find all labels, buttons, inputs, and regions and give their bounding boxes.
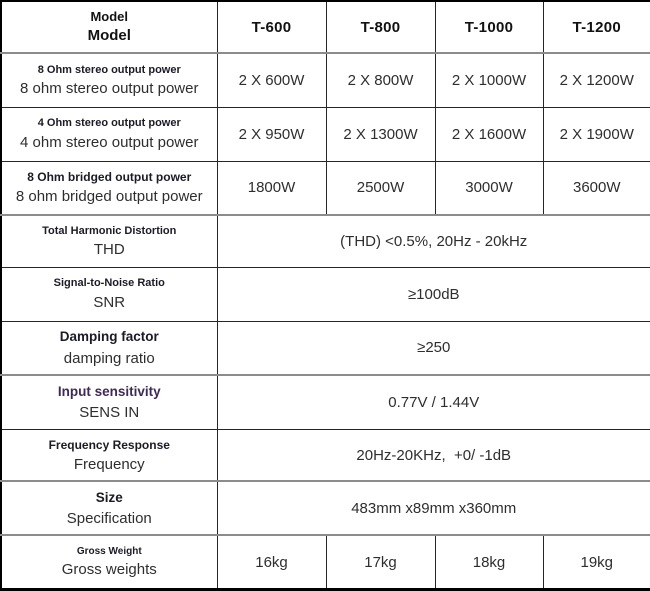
row-label-cell bbox=[1, 535, 217, 589]
value-cell: 2 X 1600W bbox=[435, 107, 543, 161]
value-cell: 19kg bbox=[543, 535, 650, 589]
value-cell-span: ≥100dB bbox=[217, 267, 650, 321]
row-label-primary: Total Harmonic Distortion bbox=[42, 224, 177, 237]
table-row-input-sensitivity bbox=[1, 375, 650, 429]
table-row-size bbox=[1, 481, 650, 535]
value-cell: 2500W bbox=[326, 161, 435, 215]
row-label-primary: Signal-to-Noise Ratio bbox=[53, 277, 165, 290]
value-cell: 2 X 800W bbox=[326, 53, 435, 107]
value-cell: 2 X 1200W bbox=[543, 53, 650, 107]
row-label-cell bbox=[1, 429, 217, 481]
row-label-cell bbox=[1, 53, 217, 107]
row-label-secondary: Specification bbox=[66, 509, 152, 527]
table-row-thd bbox=[1, 215, 650, 267]
row-label-secondary: 4 ohm stereo output power bbox=[20, 133, 199, 151]
row-label-primary: Input sensitivity bbox=[57, 383, 161, 399]
column-header-t1000: T-1000 bbox=[435, 1, 543, 53]
model-label-secondary: Model bbox=[87, 26, 131, 44]
value-cell-span: ≥250 bbox=[217, 321, 650, 375]
value-cell: 2 X 1900W bbox=[543, 107, 650, 161]
table-row-4ohm-stereo bbox=[1, 107, 650, 161]
value-cell: 3000W bbox=[435, 161, 543, 215]
row-label-cell bbox=[1, 215, 217, 267]
value-cell-span: 0.77V / 1.44V bbox=[217, 375, 650, 429]
value-cell-span: (THD) <0.5%, 20Hz - 20kHz bbox=[217, 215, 650, 267]
row-label-cell bbox=[1, 375, 217, 429]
row-label-primary: Size bbox=[95, 489, 123, 505]
value-cell-span: 483mm x89mm x360mm bbox=[217, 481, 650, 535]
column-header-t600: T-600 bbox=[217, 1, 326, 53]
value-cell: 18kg bbox=[435, 535, 543, 589]
value-cell: 2 X 600W bbox=[217, 53, 326, 107]
row-label-primary: Gross Weight bbox=[76, 546, 142, 558]
value-cell: 16kg bbox=[217, 535, 326, 589]
value-cell: 17kg bbox=[326, 535, 435, 589]
table-row-snr bbox=[1, 267, 650, 321]
value-cell: 1800W bbox=[217, 161, 326, 215]
model-header-cell bbox=[1, 1, 217, 53]
model-label-primary: Model bbox=[90, 9, 129, 25]
table-row-frequency bbox=[1, 429, 650, 481]
row-label-secondary: SNR bbox=[93, 293, 126, 311]
row-label-secondary: Gross weights bbox=[61, 561, 157, 579]
row-label-cell bbox=[1, 107, 217, 161]
row-label-primary: Frequency Response bbox=[48, 437, 170, 452]
row-label-primary: 8 Ohm bridged output power bbox=[27, 170, 192, 185]
table-row-damping bbox=[1, 321, 650, 375]
header-row bbox=[1, 1, 650, 53]
row-label-cell bbox=[1, 481, 217, 535]
table-row-8ohm-stereo bbox=[1, 53, 650, 107]
row-label-secondary: THD bbox=[93, 241, 125, 259]
row-label-cell bbox=[1, 161, 217, 215]
column-header-t1200: T-1200 bbox=[543, 1, 650, 53]
row-label-secondary: damping ratio bbox=[63, 349, 155, 367]
row-label-secondary: 8 ohm bridged output power bbox=[15, 188, 203, 206]
row-label-primary: Damping factor bbox=[59, 329, 159, 345]
value-cell-span: 20Hz-20KHz, +0/ -1dB bbox=[217, 429, 650, 481]
column-header-t800: T-800 bbox=[326, 1, 435, 53]
value-cell: 2 X 950W bbox=[217, 107, 326, 161]
row-label-primary: 4 Ohm stereo output power bbox=[37, 117, 181, 130]
table-row-8ohm-bridged bbox=[1, 161, 650, 215]
row-label-secondary: SENS IN bbox=[79, 404, 140, 422]
row-label-primary: 8 Ohm stereo output power bbox=[37, 63, 181, 76]
value-cell: 2 X 1000W bbox=[435, 53, 543, 107]
row-label-secondary: 8 ohm stereo output power bbox=[20, 80, 199, 98]
value-cell: 3600W bbox=[543, 161, 650, 215]
table-row-gross-weight bbox=[1, 535, 650, 589]
row-label-cell bbox=[1, 267, 217, 321]
value-cell: 2 X 1300W bbox=[326, 107, 435, 161]
row-label-cell bbox=[1, 321, 217, 375]
row-label-secondary: Frequency bbox=[73, 455, 145, 473]
